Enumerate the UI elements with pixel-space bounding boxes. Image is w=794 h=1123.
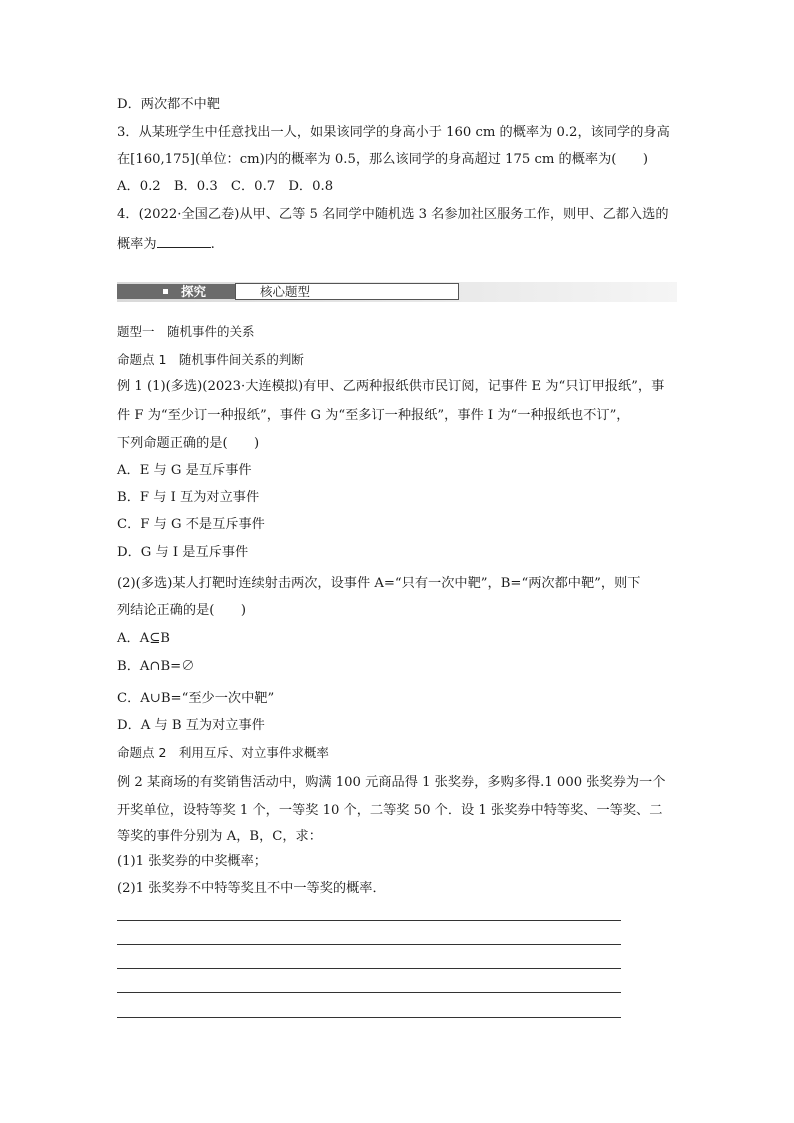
section-label-dark	[117, 284, 235, 299]
section-label-right: 核心题型	[260, 284, 311, 299]
answer-line[interactable]	[117, 968, 621, 969]
question-3-options: A．0.2 B．0.3 C．0.7 D．0.8	[117, 179, 334, 194]
answer-line[interactable]	[117, 920, 621, 921]
ex1-option-a: A．E 与 G 是互斥事件	[117, 463, 252, 478]
ex1b-option-b: B．A∩B=∅	[117, 659, 195, 674]
ex1-option-c: C．F 与 G 不是互斥事件	[117, 517, 265, 532]
example-2-line-3: 等奖的事件分别为 A，B，C，求：	[117, 829, 322, 844]
square-bullet-icon	[163, 289, 168, 294]
answer-blank[interactable]	[157, 233, 211, 248]
answer-line[interactable]	[117, 1017, 621, 1018]
section-label-left: 探究	[181, 284, 207, 299]
example-1-part-2-line-2: 列结论正确的是( )	[117, 603, 246, 618]
example-1-part-2-line-1: (2)(多选)某人打靶时连续射击两次，设事件 A=“只有一次中靶”，B=“两次都中靶”，则下	[117, 576, 641, 591]
ex1b-option-c: C．A∪B=“至少一次中靶”	[117, 691, 275, 706]
question-4-line-2	[117, 233, 682, 255]
section-label-box	[235, 283, 459, 300]
example-2-line-1: 例 2 某商场的有奖销售活动中，购满 100 元商品得 1 张奖券，多购多得.1 000 张奖券为一个	[117, 775, 666, 790]
example-2-part-2: (2)1 张奖券不中特等奖且不中一等奖的概率．	[117, 881, 386, 896]
ex1-option-b: B．F 与 I 互为对立事件	[117, 490, 260, 505]
section-header-bar	[117, 282, 677, 302]
question-3-line-2: 在[160,175](单位：cm)内的概率为 0.5，那么该同学的身高超过 175 cm 的概率为( )	[117, 152, 648, 167]
question-4-end: .	[210, 237, 215, 252]
question-3-line-1: 3．从某班学生中任意找出一人，如果该同学的身高小于 160 cm 的概率为 0.2，该同学的身高	[117, 125, 670, 140]
question-4-text: 概率为	[117, 237, 157, 252]
question-4-line-1: 4．(2022·全国乙卷)从甲、乙等 5 名同学中随机选 3 名参加社区服务工作，则甲、乙都入选的	[117, 207, 669, 222]
answer-line[interactable]	[117, 992, 621, 993]
subtopic-2-heading: 命题点 2 利用互斥、对立事件求概率	[117, 745, 329, 760]
example-1-line-3: 下列命题正确的是( )	[117, 436, 260, 451]
ex1b-option-a: A．A⊆B	[117, 631, 170, 646]
answer-line[interactable]	[117, 944, 621, 945]
example-1-line-1: 例 1 (1)(多选)(2023·大连模拟)有甲、乙两种报纸供市民订阅，记事件 E 为“只订甲报纸”，事	[117, 379, 665, 394]
ex1-option-d: D．G 与 I 是互斥事件	[117, 545, 249, 560]
ex1b-option-d: D．A 与 B 互为对立事件	[117, 718, 265, 733]
subtopic-1-heading: 命题点 1 随机事件间关系的判断	[117, 352, 304, 367]
option-d-line: D．两次都不中靶	[117, 97, 220, 112]
example-1-line-2: 件 F 为“至少订一种报纸”，事件 G 为“至多订一种报纸”，事件 I 为“一种报纸也不订”，	[117, 408, 630, 423]
example-2-line-2: 开奖单位，设特等奖 1 个，一等奖 10 个，二等奖 50 个．设 1 张奖券中特等奖、一等奖、二	[117, 803, 663, 818]
topic-heading: 题型一 随机事件的关系	[117, 324, 255, 339]
example-2-part-1: (1)1 张奖券的中奖概率；	[117, 854, 267, 869]
